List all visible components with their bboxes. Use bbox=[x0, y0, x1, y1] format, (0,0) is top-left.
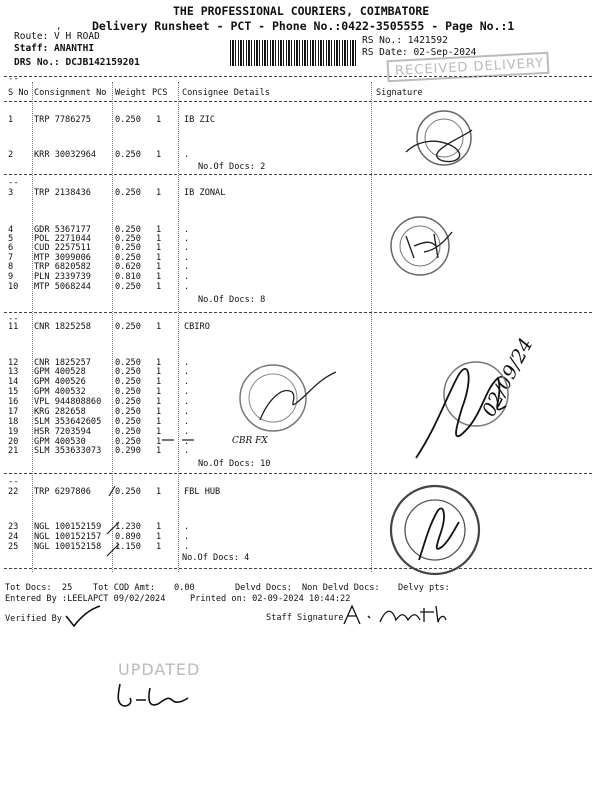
row-17-cons: KRG 282658 bbox=[34, 407, 86, 417]
row-20-pcs: 1 bbox=[156, 437, 162, 447]
total-docs: Tot Docs: 25 bbox=[5, 583, 73, 593]
row-6-cons: CUD 2257511 bbox=[34, 243, 91, 253]
row-19-sno: 19 bbox=[8, 427, 19, 437]
group-doc-count: No.Of Docs: 8 bbox=[198, 295, 266, 305]
row-1-wt: 0.250 bbox=[115, 115, 141, 125]
row-15-pcs: 1 bbox=[156, 387, 162, 397]
row-7-cons: MTP 3099006 bbox=[34, 253, 91, 263]
rs-date: RS Date: 02-Sep-2024 bbox=[362, 47, 477, 58]
row-18-sno: 18 bbox=[8, 417, 19, 427]
row-18-cons: SLM 353642605 bbox=[34, 417, 102, 427]
row-13-sno: 13 bbox=[8, 367, 19, 377]
handwritten-note: CBR FX bbox=[232, 436, 268, 446]
handwritten-date: 02/09/24 bbox=[478, 334, 538, 421]
row-9-wt: 0.810 bbox=[115, 272, 141, 282]
row-16-pcs: 1 bbox=[156, 397, 162, 407]
row-25-wt: 1.150 bbox=[115, 542, 141, 552]
staff-signature bbox=[342, 602, 448, 628]
row-8-detail: . bbox=[184, 262, 190, 272]
printed-on: Printed on: 02-09-2024 10:44:22 bbox=[190, 594, 351, 604]
group-divider bbox=[4, 473, 592, 474]
row-14-wt: 0.250 bbox=[115, 377, 141, 387]
row-25-detail: . bbox=[184, 542, 190, 552]
row-7-sno: 7 bbox=[8, 253, 14, 263]
row-3-cons: TRP 2138436 bbox=[34, 188, 91, 198]
row-20-sno: 20 bbox=[8, 437, 19, 447]
updated-stamp: UPDATED bbox=[118, 660, 201, 679]
row-21-cons: SLM 353633073 bbox=[34, 446, 102, 456]
row-8-sno: 8 bbox=[8, 262, 14, 272]
group-doc-count: No.Of Docs: 10 bbox=[198, 459, 271, 469]
drs-number: DRS No.: DCJB142159201 bbox=[14, 57, 140, 68]
row-17-sno: 17 bbox=[8, 407, 19, 417]
rs-number: RS No.: 1421592 bbox=[362, 35, 448, 46]
group-divider bbox=[4, 174, 592, 175]
bank-seal-group3 bbox=[236, 358, 566, 468]
delivered-docs: Delvd Docs: bbox=[235, 583, 292, 593]
row-20-detail: . bbox=[184, 437, 190, 447]
row-12-sno: 12 bbox=[8, 358, 19, 368]
row-22-pcs: 1 bbox=[156, 487, 162, 497]
row-3-pcs: 1 bbox=[156, 188, 162, 198]
row-13-cons: GPM 400528 bbox=[34, 367, 86, 377]
row-24-cons: NGL 100152157 bbox=[34, 532, 102, 542]
column-rule bbox=[371, 82, 372, 572]
row-21-detail: . bbox=[184, 446, 190, 456]
row-17-pcs: 1 bbox=[156, 407, 162, 417]
header-mark: , bbox=[56, 22, 62, 32]
row-10-pcs: 1 bbox=[156, 282, 162, 292]
non-delivered-docs: Non Delvd Docs: bbox=[302, 583, 380, 593]
row-11-sno: 11 bbox=[8, 322, 19, 332]
group-doc-count: No.Of Docs: 2 bbox=[198, 162, 266, 172]
row-23-sno: 23 bbox=[8, 522, 19, 532]
row-19-pcs: 1 bbox=[156, 427, 162, 437]
row-15-wt: 0.250 bbox=[115, 387, 141, 397]
row-12-cons: CNR 1825257 bbox=[34, 358, 91, 368]
row-3-wt: 0.250 bbox=[115, 188, 141, 198]
row-12-pcs: 1 bbox=[156, 358, 162, 368]
row-25-sno: 25 bbox=[8, 542, 19, 552]
row-18-detail: . bbox=[184, 417, 190, 427]
row-7-wt: 0.250 bbox=[115, 253, 141, 263]
row-15-cons: GPM 400532 bbox=[34, 387, 86, 397]
row-11-pcs: 1 bbox=[156, 322, 162, 332]
row-14-detail: . bbox=[184, 377, 190, 387]
row-20-cons: GPM 400530 bbox=[34, 437, 86, 447]
row-4-wt: 0.250 bbox=[115, 225, 141, 235]
row-6-pcs: 1 bbox=[156, 243, 162, 253]
row-5-wt: 0.250 bbox=[115, 234, 141, 244]
divider bbox=[4, 101, 592, 102]
updated-signature bbox=[112, 680, 192, 714]
row-16-detail: . bbox=[184, 397, 190, 407]
header-sno: S No bbox=[8, 88, 29, 98]
row-23-detail: . bbox=[184, 522, 190, 532]
row-25-pcs: 1 bbox=[156, 542, 162, 552]
verified-by: Verified By bbox=[5, 614, 62, 624]
row-13-wt: 0.250 bbox=[115, 367, 141, 377]
row-2-wt: 0.250 bbox=[115, 150, 141, 160]
group-doc-count: No.Of Docs: 4 bbox=[182, 553, 250, 563]
row-11-detail: CBIRO bbox=[184, 322, 210, 332]
row-12-wt: 0.250 bbox=[115, 358, 141, 368]
header-pcs: PCS bbox=[152, 88, 168, 98]
route-label: Route: V H ROAD bbox=[14, 31, 100, 42]
bank-seal-group2 bbox=[384, 210, 474, 282]
staff-label: Staff: ANANTHI bbox=[14, 43, 95, 54]
row-11-wt: 0.250 bbox=[115, 322, 141, 332]
verified-signature bbox=[64, 604, 104, 630]
row-2-sno: 2 bbox=[8, 150, 14, 160]
divider-mark: -- bbox=[8, 477, 19, 487]
header-consignment: Consignment No bbox=[34, 88, 107, 98]
row-19-cons: HSR 7203594 bbox=[34, 427, 91, 437]
row-19-detail: . bbox=[184, 427, 190, 437]
row-12-detail: . bbox=[184, 358, 190, 368]
total-cod-value: 0.00 bbox=[174, 583, 195, 593]
row-18-pcs: 1 bbox=[156, 417, 162, 427]
bank-seal-group1 bbox=[402, 104, 482, 176]
row-21-sno: 21 bbox=[8, 446, 19, 456]
row-1-pcs: 1 bbox=[156, 115, 162, 125]
row-8-wt: 0.620 bbox=[115, 262, 141, 272]
group-divider bbox=[4, 312, 592, 313]
row-10-sno: 10 bbox=[8, 282, 19, 292]
row-10-detail: . bbox=[184, 282, 190, 292]
row-16-sno: 16 bbox=[8, 397, 19, 407]
row-14-cons: GPM 400526 bbox=[34, 377, 86, 387]
row-24-detail: . bbox=[184, 532, 190, 542]
row-5-pcs: 1 bbox=[156, 234, 162, 244]
delivery-points: Delvy pts: bbox=[398, 583, 450, 593]
row-6-detail: . bbox=[184, 243, 190, 253]
staff-signature-label: Staff Signature bbox=[266, 613, 344, 623]
row-24-wt: 0.890 bbox=[115, 532, 141, 542]
row-9-cons: PLN 2339739 bbox=[34, 272, 91, 282]
divider-mark: -- bbox=[8, 178, 19, 188]
divider bbox=[4, 76, 592, 77]
row-9-pcs: 1 bbox=[156, 272, 162, 282]
column-rule bbox=[178, 82, 179, 572]
row-25-cons: NGL 100152158 bbox=[34, 542, 102, 552]
row-1-sno: 1 bbox=[8, 115, 14, 125]
row-8-cons: TRP 6820582 bbox=[34, 262, 91, 272]
row-5-detail: . bbox=[184, 234, 190, 244]
row-18-wt: 0.250 bbox=[115, 417, 141, 427]
received-stamp-text: RECEIVED DELIVERY bbox=[394, 56, 545, 79]
row-9-sno: 9 bbox=[8, 272, 14, 282]
company-name: THE PROFESSIONAL COURIERS, COIMBATORE bbox=[173, 4, 430, 18]
runsheet-title: Delivery Runsheet - PCT - Phone No.:0422-3505555 - Page No.:1 bbox=[92, 19, 515, 33]
row-16-wt: 0.250 bbox=[115, 397, 141, 407]
column-rule bbox=[32, 82, 33, 572]
row-6-sno: 6 bbox=[8, 243, 14, 253]
row-7-detail: . bbox=[184, 253, 190, 263]
row-13-pcs: 1 bbox=[156, 367, 162, 377]
row-8-pcs: 1 bbox=[156, 262, 162, 272]
entered-by: Entered By :LEELAPCT 09/02/2024 bbox=[5, 594, 166, 604]
divider-mark: -- bbox=[8, 74, 19, 84]
row-15-detail: . bbox=[184, 387, 190, 397]
row-19-wt: 0.250 bbox=[115, 427, 141, 437]
row-17-wt: 0.250 bbox=[115, 407, 141, 417]
row-22-detail: FBL HUB bbox=[184, 487, 221, 497]
row-4-pcs: 1 bbox=[156, 225, 162, 235]
header-signature: Signature bbox=[376, 88, 423, 98]
row-4-detail: . bbox=[184, 225, 190, 235]
row-15-sno: 15 bbox=[8, 387, 19, 397]
divider-mark: -- bbox=[8, 314, 19, 324]
header-consignee: Consignee Details bbox=[182, 88, 270, 98]
row-24-pcs: 1 bbox=[156, 532, 162, 542]
row-14-pcs: 1 bbox=[156, 377, 162, 387]
header-weight: Weight bbox=[115, 88, 147, 98]
weight-strike-mark bbox=[105, 484, 123, 574]
row-17-detail: . bbox=[184, 407, 190, 417]
row-21-pcs: 1 bbox=[156, 446, 162, 456]
row-22-sno: 22 bbox=[8, 487, 19, 497]
row-24-sno: 24 bbox=[8, 532, 19, 542]
row-16-cons: VPL 944808860 bbox=[34, 397, 102, 407]
row-2-cons: KRR 30032964 bbox=[34, 150, 97, 160]
row-3-sno: 3 bbox=[8, 188, 14, 198]
row-10-cons: MTP 5068244 bbox=[34, 282, 91, 292]
row-5-sno: 5 bbox=[8, 234, 14, 244]
row-1-detail: IB ZIC bbox=[184, 115, 216, 125]
row-13-detail: . bbox=[184, 367, 190, 377]
row-6-wt: 0.250 bbox=[115, 243, 141, 253]
row-22-cons: TRP 6297806 bbox=[34, 487, 91, 497]
row-20-wt: 0.250 bbox=[115, 437, 141, 447]
row-5-cons: POL 2271044 bbox=[34, 234, 91, 244]
row-21-wt: 0.290 bbox=[115, 446, 141, 456]
row-23-pcs: 1 bbox=[156, 522, 162, 532]
barcode bbox=[230, 40, 356, 66]
row-4-cons: GDR 5367177 bbox=[34, 225, 91, 235]
row-10-wt: 0.250 bbox=[115, 282, 141, 292]
row-1-cons: TRP 7786275 bbox=[34, 115, 91, 125]
group-divider bbox=[4, 568, 592, 569]
row-14-sno: 14 bbox=[8, 377, 19, 387]
row-23-wt: 1.230 bbox=[115, 522, 141, 532]
row-2-pcs: 1 bbox=[156, 150, 162, 160]
total-cod-label: Tot COD Amt: bbox=[93, 583, 156, 593]
row-4-sno: 4 bbox=[8, 225, 14, 235]
row-2-detail: . bbox=[184, 150, 190, 160]
row-9-detail: . bbox=[184, 272, 190, 282]
federal-bank-seal bbox=[385, 482, 485, 582]
row-7-pcs: 1 bbox=[156, 253, 162, 263]
row-23-cons: NGL 100152159 bbox=[34, 522, 102, 532]
row-3-detail: IB ZONAL bbox=[184, 188, 226, 198]
row-22-wt: 0.250 bbox=[115, 487, 141, 497]
row-11-cons: CNR 1825258 bbox=[34, 322, 91, 332]
